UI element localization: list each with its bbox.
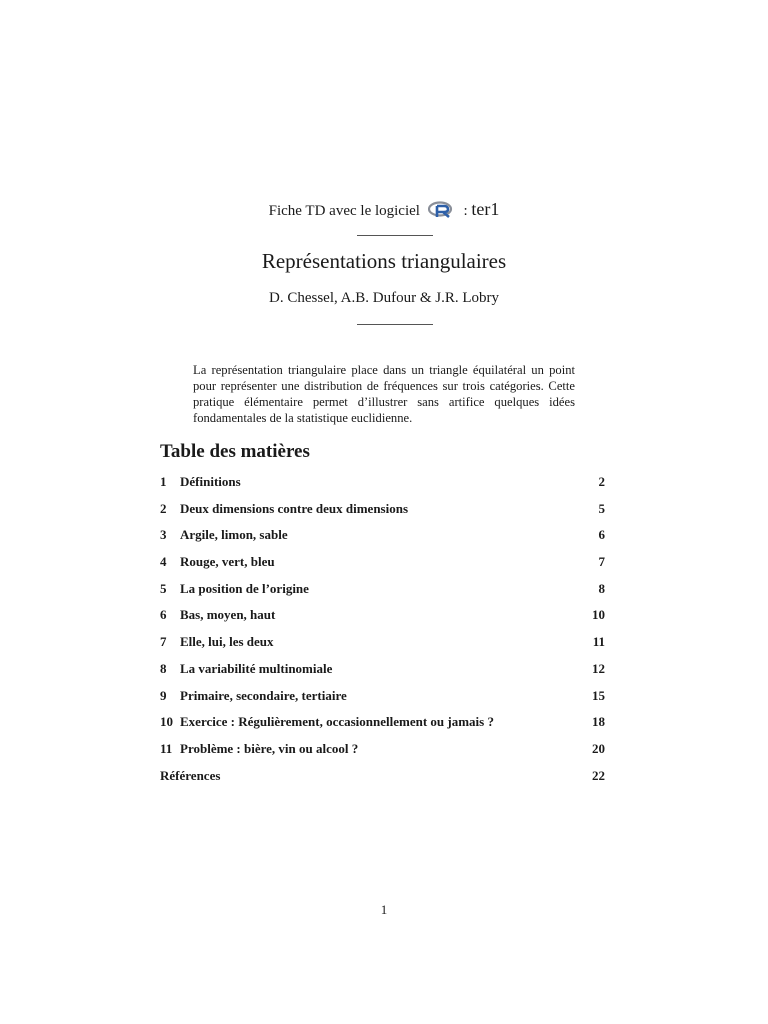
toc-entry-page: 11 [592, 634, 605, 650]
toc-entry-page: 8 [598, 580, 605, 596]
toc-entry-label: Exercice : Régulièrement, occasionnellement ou jamais ? [180, 714, 494, 730]
toc-entry[interactable] [160, 473, 605, 500]
toc-entry-page: 2 [598, 474, 605, 489]
toc-entry-page: 18 [592, 714, 605, 730]
toc-entry[interactable] [160, 740, 605, 767]
toc-entry[interactable] [160, 580, 605, 607]
course-header [0, 199, 768, 221]
toc-entry-number: 8 [160, 660, 167, 676]
toc-entry-number: 7 [160, 634, 167, 650]
toc-entry-label: Elle, lui, les deux [180, 634, 274, 650]
toc-heading: Table des matières [160, 441, 310, 462]
header-code: ter1 [471, 199, 500, 219]
toc-entry-label: Deux dimensions contre deux dimensions [180, 500, 409, 516]
toc-entry-label: Rouge, vert, bleu [180, 554, 275, 570]
toc-entry-page: 12 [592, 660, 605, 676]
abstract-paragraph: La représentation triangulaire place dans un triangle équilatéral un point pour représenter une distribution de fréquences sur trois catégories. Cette pratique élémentaire permet d’illustrer sans artifice quelques idées fondamentales de la statistique euclidienne. [193, 363, 575, 425]
toc-entry-label: La position de l’origine [180, 580, 309, 596]
toc-entry[interactable] [160, 606, 605, 633]
toc-entry[interactable] [160, 500, 605, 527]
toc-entry-label: Argile, limon, sable [180, 527, 288, 543]
table-of-contents [160, 473, 605, 793]
toc-entry[interactable] [160, 633, 605, 660]
toc-entry-label: Problème : bière, vin ou alcool ? [180, 740, 359, 756]
bottom-divider [357, 324, 433, 325]
toc-entry-page: 6 [598, 527, 605, 543]
r-logo-icon [428, 201, 454, 219]
toc-entry-page: 22 [592, 767, 605, 783]
toc-entry-number: 5 [160, 580, 167, 596]
toc-entry[interactable] [160, 660, 605, 687]
toc-entry-page: 5 [598, 500, 605, 516]
toc-entry-number: 1 [160, 474, 167, 489]
authors-line: D. Chessel, A.B. Dufour & J.R. Lobry [269, 290, 499, 306]
page-number: 1 [380, 902, 388, 917]
document-title: Représentations triangulaires [261, 249, 507, 273]
toc-entry[interactable] [160, 553, 605, 580]
toc-entry-label: Bas, moyen, haut [180, 607, 276, 623]
toc-entry[interactable] [160, 687, 605, 714]
toc-entry-number: 4 [160, 554, 167, 570]
toc-entry-references[interactable] [160, 767, 605, 794]
toc-entry-page: 10 [592, 607, 605, 623]
toc-entry-number: 11 [160, 740, 173, 756]
toc-entry-number: 6 [160, 607, 167, 623]
header-prefix: Fiche TD avec le logiciel [268, 203, 420, 219]
toc-entry-label: Primaire, secondaire, tertiaire [180, 687, 347, 703]
top-divider [357, 235, 433, 236]
toc-entry-page: 20 [592, 740, 605, 756]
toc-entry-page: 15 [592, 687, 605, 703]
toc-entry[interactable] [160, 526, 605, 553]
toc-entry-page: 7 [598, 554, 605, 570]
toc-entry-number: 10 [160, 714, 173, 730]
toc-entry-number: 3 [160, 527, 167, 543]
header-separator: : [463, 203, 472, 219]
toc-entry-number: 9 [160, 687, 167, 703]
toc-entry[interactable] [160, 713, 605, 740]
toc-entry-label: Références [160, 767, 221, 783]
toc-entry-label: Définitions [180, 474, 241, 489]
toc-entry-number: 2 [160, 500, 167, 516]
toc-entry-label: La variabilité multinomiale [180, 660, 333, 676]
